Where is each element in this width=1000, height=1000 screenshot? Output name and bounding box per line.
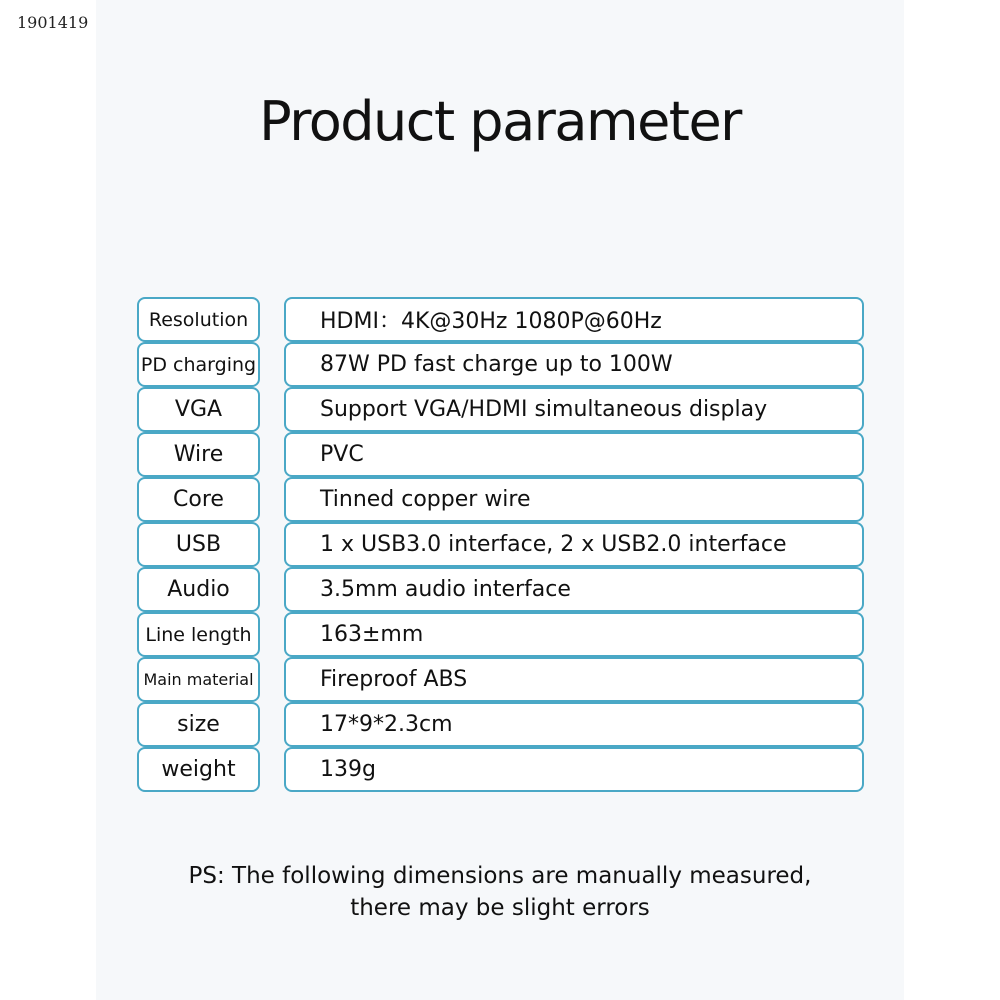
page-title: Product parameter — [259, 90, 741, 153]
spec-row-audio — [137, 567, 864, 612]
spec-table — [137, 297, 864, 792]
spec-label: Wire — [137, 432, 260, 477]
spec-label: Core — [137, 477, 260, 522]
note-line-2: there may be slight errors — [350, 895, 650, 921]
spec-value: PVC — [284, 432, 864, 477]
spec-label: Audio — [137, 567, 260, 612]
spec-row-line-length — [137, 612, 864, 657]
spec-label: PD charging — [137, 342, 260, 387]
spec-row-core — [137, 477, 864, 522]
spec-row-resolution — [137, 297, 864, 342]
spec-label: Resolution — [137, 297, 260, 342]
measurement-note — [0, 860, 1000, 924]
spec-label: VGA — [137, 387, 260, 432]
spec-row-weight — [137, 747, 864, 792]
spec-row-main-material — [137, 657, 864, 702]
spec-label: size — [137, 702, 260, 747]
product-code: 1901419 — [17, 13, 89, 32]
spec-label: Line length — [137, 612, 260, 657]
spec-label: weight — [137, 747, 260, 792]
spec-label: Main material — [137, 657, 260, 702]
spec-row-pd-charging — [137, 342, 864, 387]
spec-value: 163±mm — [284, 612, 864, 657]
spec-value: 3.5mm audio interface — [284, 567, 864, 612]
spec-row-size — [137, 702, 864, 747]
spec-value: Support VGA/HDMI simultaneous display — [284, 387, 864, 432]
spec-row-usb — [137, 522, 864, 567]
spec-value: Fireproof ABS — [284, 657, 864, 702]
spec-label: USB — [137, 522, 260, 567]
spec-value: Tinned copper wire — [284, 477, 864, 522]
spec-value: 87W PD fast charge up to 100W — [284, 342, 864, 387]
spec-value: 1 x USB3.0 interface, 2 x USB2.0 interface — [284, 522, 864, 567]
spec-value: HDMI：4K@30Hz 1080P@60Hz — [284, 297, 864, 342]
spec-value: 17*9*2.3cm — [284, 702, 864, 747]
note-line-1: PS: The following dimensions are manually measured, — [188, 863, 812, 889]
spec-value: 139g — [284, 747, 864, 792]
spec-row-vga — [137, 387, 864, 432]
spec-row-wire — [137, 432, 864, 477]
